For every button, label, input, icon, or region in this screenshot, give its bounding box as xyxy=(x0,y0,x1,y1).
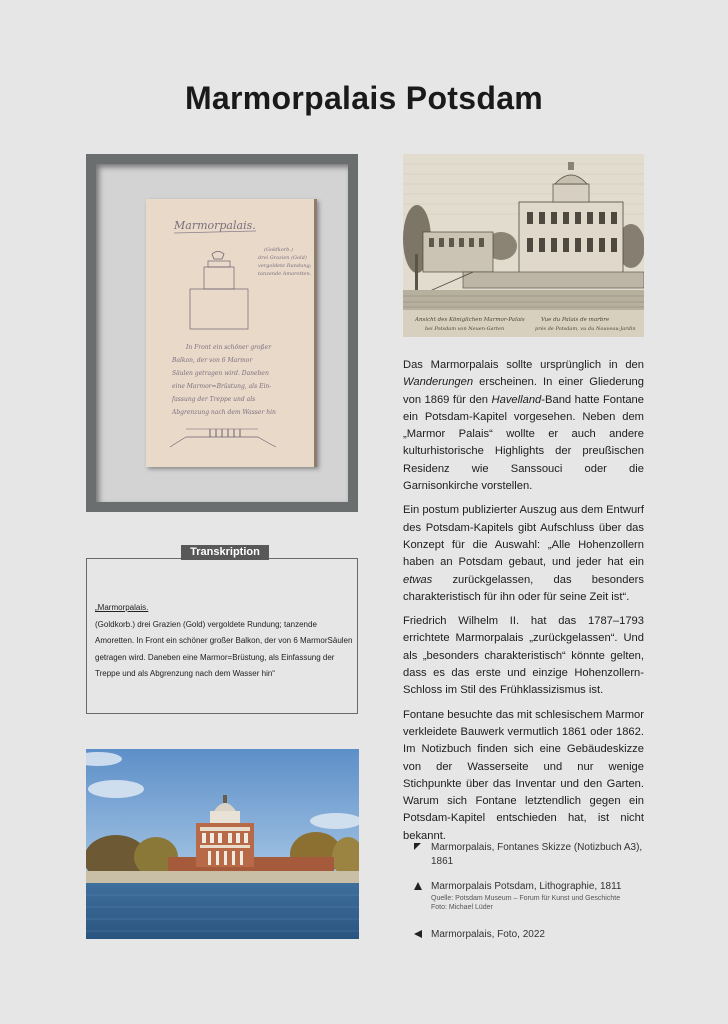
p2-text-a: Ein postum publizierter Auszug aus dem Entwurf des Potsdam-Kapitels gibt Aufschluss über das Konzept für die Auswahl: „Alle Hohenzollern haben an Potsdam gebaut, und jeder hat ein xyxy=(403,504,644,569)
paragraph-4: Fontane besuchte das mit schlesischem Marmor verkleidete Bauwerk vermutlich 1861 oder 1862. Im Notizbuch finden sich eine Gebäudeskizze von der Wasserseite und nur wenige Stichpunkte über das Inventar und den Garten. Warum sich Fontane letztendlich gegen ein Potsdam-Kapitel entschieden hat, ist nicht bekannt. xyxy=(403,708,644,842)
lithograph-caption-left-2: bei Potsdam von Neuen-Garten xyxy=(425,326,505,332)
corner-arrow-icon xyxy=(413,842,423,857)
p1-text-b: erscheinen. In einer Gliederung von 1869 für den xyxy=(403,376,644,406)
notebook-sketch-image xyxy=(146,199,317,467)
caption-photo-text: Marmorpalais, Foto, 2022 xyxy=(431,929,545,940)
paragraph-3: Friedrich Wilhelm II. hat das 1787–1793 errichtete Marmorpalais „zurückgelassen“. Und als „besonders charakteristisch“ könnte gelten, dass es das erste und einzige Hohenzollern-Schloss im Stil des Frühklassizismus ist. xyxy=(403,615,644,697)
transcription-line-2: (Goldkorb.) drei Grazien (Gold) vergoldete Rundung; tanzende Amoretten. In Front ein schöner großer Balkon, der von 6 MarmorSäulen getragen wird. Daneben eine Marmor=Brüstung, als Einfassung der Treppe und als Abgrenzung nach dem Wasser hin“ xyxy=(95,619,353,678)
p1-em-havelland: Havelland xyxy=(491,393,542,406)
photo-drawing xyxy=(86,749,359,939)
transcription-box xyxy=(86,558,358,714)
p1-em-wanderungen: Wanderungen xyxy=(403,376,474,389)
paragraph-1 xyxy=(403,357,644,495)
notebook-drawing xyxy=(146,199,314,467)
caption-lithograph-photo: Foto: Michael Lüder xyxy=(431,903,493,911)
paragraph-2 xyxy=(403,502,644,606)
triangle-left-icon xyxy=(413,929,423,944)
caption-lithograph-block xyxy=(431,880,651,912)
notebook-heading-script: Marmorpalais. xyxy=(174,219,256,232)
notebook-frame xyxy=(86,154,358,512)
lithograph-drawing xyxy=(403,154,644,337)
transcription-text xyxy=(95,600,353,683)
transcription-label: Transkription xyxy=(181,545,269,560)
p2-em-etwas: etwas xyxy=(403,573,433,586)
notebook-body-script: In Front ein schöner großer Balkon, der von 6 Marmor Säulen getragen wird. Daneben eine Marmor=Brüstung, als Ein- fassung der Treppe und als Abgrenzung nach dem Wasser hin xyxy=(172,344,276,416)
lithograph-caption-right: Vue du Palais de marbre xyxy=(541,317,610,323)
notebook-side-note: (Goldkorb.) drei Grazien (Gold) vergoldete Rundung; tanzende Amoretten. xyxy=(258,247,312,277)
p2-text-b: zurückgelassen, das besonders charakteristisch für ihn oder für seine Zeit ist“. xyxy=(403,573,645,603)
notebook-mat xyxy=(96,164,348,502)
marmorpalais-photo xyxy=(86,749,359,939)
transcription-line-1: „Marmorpalais. xyxy=(95,603,149,612)
lithograph-image xyxy=(403,154,644,337)
p1-text-a: Das Marmorpalais sollte ursprünglich in den xyxy=(403,359,644,371)
body-text xyxy=(403,357,644,852)
caption-notebook-text: Marmorpalais, Fontanes Skizze (Notizbuch A3), 1861 xyxy=(431,842,643,867)
caption-lithograph-source: Quelle: Potsdam Museum – Forum für Kunst und Geschichte xyxy=(431,894,621,902)
lithograph-caption-left: Ansicht des Königlichen Marmor-Palais xyxy=(415,317,525,323)
caption-lithograph-text: Marmorpalais Potsdam, Lithographie, 1811 xyxy=(431,881,622,892)
page-title: Marmorpalais Potsdam xyxy=(184,80,544,116)
triangle-up-icon xyxy=(413,881,423,896)
p1-text-c: -Band hatte Fontane ein Potsdam-Kapitel vorgesehen. Neben dem „Marmor Palais“ wollte er auch andere kulturhistorische Highlights der preußischen Residenz wie Sanssouci oder die Garnisonkirche vorstellen. xyxy=(403,393,644,493)
lithograph-caption-right-2: près de Potsdam, vu du Nouveau-Jardin xyxy=(535,326,636,332)
